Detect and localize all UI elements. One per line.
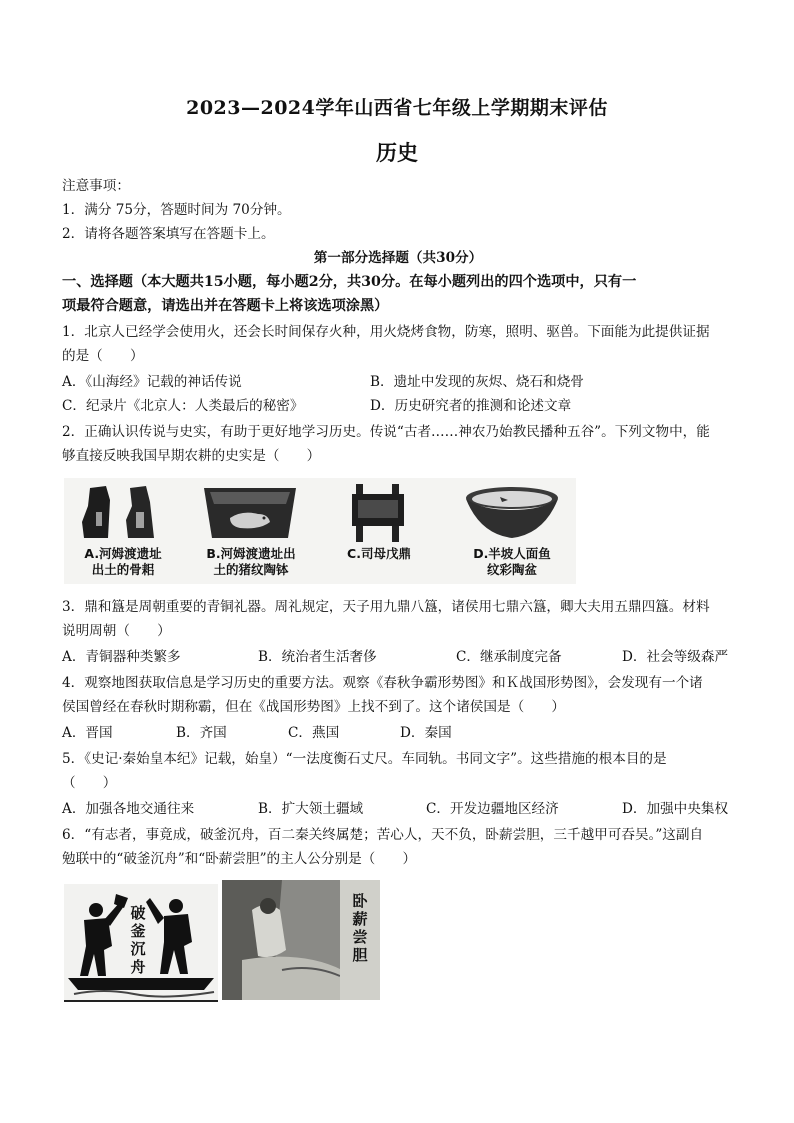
simuwu-ding-image: [346, 482, 410, 544]
q6-stem: 勉联中的“破釜沉舟”和“卧薪尝胆”的主人公分别是（ ）: [62, 851, 417, 867]
q6-stem: 6．“有志者，事竟成，破釜沉舟，百二秦关终属楚；苦心人，天不负，卧薪尝胆，三千越甲可吞吴。”这副自: [62, 827, 704, 843]
q1-option-a: A．《山海经》记载的神话传说: [62, 374, 242, 390]
q3-stem: 3．鼎和簋是周朝重要的青铜礼器。周礼规定，天子用九鼎八簋，诸侯用七鼎六簋，卿大夫用五鼎四簋。材料: [62, 599, 710, 615]
q2-stem: 够直接反映我国早期农耕的史实是（ ）: [62, 448, 321, 464]
woxin-changdan-image: [222, 880, 380, 1000]
q1-stem: 1．北京人已经学会使用火，还会长时间保存火种，用火烧烤食物，防寒，照明、驱兽。下面能为此提供证据: [62, 324, 710, 340]
q3-option-a: A．青铜器种类繁多: [62, 649, 181, 665]
pig-pottery-bowl-image: [200, 484, 300, 542]
q5-option-c: C．开发边疆地区经济: [426, 801, 559, 817]
fish-face-basin-image: [462, 484, 562, 544]
bone-spade-image: [72, 482, 172, 542]
q5-option-d: D．加强中央集权: [622, 801, 729, 817]
q1-option-b: B．遗址中发现的灰烬、烧石和烧骨: [370, 374, 584, 390]
part1-instructions: 一、选择题（本大题共15小题，每小题2分，共30分。在每小题列出的四个选项中，只有一: [62, 274, 637, 290]
notes-heading: 注意事项：: [62, 178, 130, 194]
q3-option-d: D．社会等级森严: [622, 649, 729, 665]
q4-option-c: C．燕国: [288, 725, 340, 741]
figure-caption-a: A.河姆渡遗址 出土的骨耜: [84, 546, 162, 577]
q4-stem: 4．观察地图获取信息是学习历史的重要方法。观察《春秋争霸形势图》和Ｋ战国形势图》，会发现有一个诸: [62, 675, 703, 691]
image-inscription: 卧薪尝胆: [352, 892, 368, 964]
q3-option-b: B．统治者生活奢侈: [258, 649, 377, 665]
exam-title: 2023—2024学年山西省七年级上学期期末评估: [186, 97, 608, 119]
q1-stem: 的是（ ）: [62, 348, 144, 364]
q3-stem: 说明周朝（ ）: [62, 623, 171, 639]
image-inscription: 破釜沉舟: [130, 904, 146, 976]
q3-option-c: C．继承制度完备: [456, 649, 562, 665]
q4-option-b: B．齐国: [176, 725, 227, 741]
q5-option-b: B．扩大领土疆域: [258, 801, 364, 817]
pofu-chenzhou-image: [64, 884, 218, 1002]
q4-option-d: D．秦国: [400, 725, 452, 741]
q2-figure-strip: [64, 478, 576, 584]
q2-stem: 2．正确认识传说与史实，有助于更好地学习历史。传说“古者……神农乃始教民播种五谷”。下列文物中，能: [62, 424, 710, 440]
figure-caption-b: B.河姆渡遗址出 土的猪纹陶钵: [206, 546, 296, 577]
note-item: 2．请将各题答案填写在答题卡上。: [62, 226, 275, 242]
q5-stem: （ ）: [62, 775, 117, 791]
q1-option-d: D．历史研究者的推测和论述文章: [370, 398, 572, 414]
q4-stem: 侯国曾经在春秋时期称霸，但在《战国形势图》上找不到了。这个诸侯国是（ ）: [62, 699, 565, 715]
q5-stem: 5．《史记·秦始皇本纪》记载，始皇）“一法度衡石丈尺。车同轨。书同文字”。这些措施的根本目的是: [62, 751, 667, 767]
figure-caption-c: C.司母戊鼎: [347, 546, 411, 561]
q4-option-a: A．晋国: [62, 725, 113, 741]
note-item: 1．满分 75分，答题时间为 70分钟。: [62, 202, 291, 218]
part1-instructions: 项最符合题意，请选出并在答题卡上将该选项涂黑）: [62, 298, 389, 314]
part1-heading: 第一部分选择题（共30分）: [313, 250, 483, 266]
q5-option-a: A．加强各地交通往来: [62, 801, 195, 817]
subject-title: 历史: [376, 140, 418, 165]
q1-option-c: C．纪录片《北京人：人类最后的秘密》: [62, 398, 304, 414]
figure-caption-d: D.半坡人面鱼 纹彩陶盆: [473, 546, 551, 577]
